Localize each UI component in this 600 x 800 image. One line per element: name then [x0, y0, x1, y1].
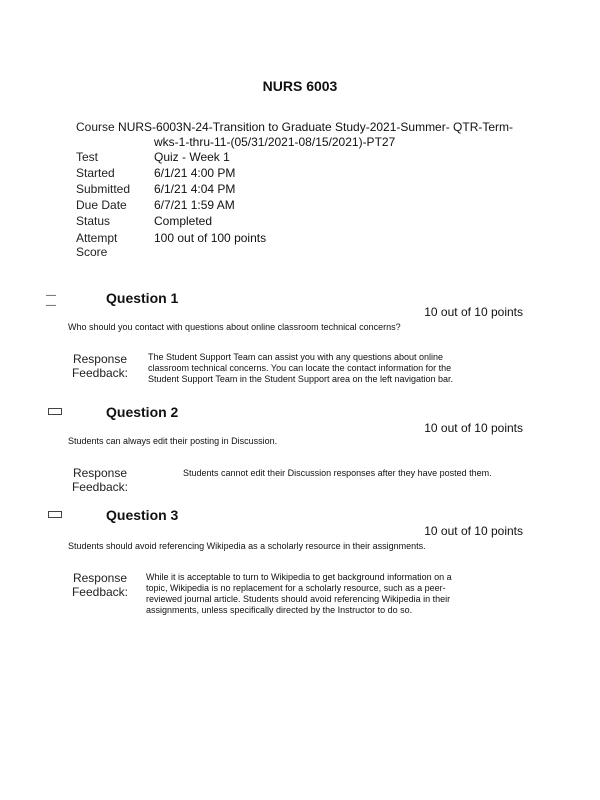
question-2-checkbox-icon: [48, 408, 62, 415]
question-2-title: Question 2: [106, 404, 179, 420]
due-date-label: Due Date: [76, 198, 127, 212]
submitted-label: Submitted: [76, 182, 131, 196]
question-1-feedback-label: [70, 352, 130, 380]
question-2-feedback-label: [70, 466, 130, 494]
status-value: Completed: [154, 214, 213, 228]
course-row: [76, 120, 536, 135]
question-3-feedback-label: [70, 571, 130, 599]
test-value: Quiz - Week 1: [154, 150, 230, 164]
feedback-line: Students cannot edit their Discussion responses after they have posted them.: [183, 468, 492, 478]
due-date-value: 6/7/21 1:59 AM: [154, 198, 235, 212]
status-label: Status: [76, 214, 111, 228]
question-3-points: 10 out of 10 points: [424, 524, 523, 538]
question-2-points: 10 out of 10 points: [424, 421, 523, 435]
question-2-text: Students can always edit their posting in Discussion.: [68, 436, 278, 446]
question-1-feedback: [148, 352, 453, 385]
feedback-line: reviewed journal article. Students should avoid referencing Wikipedia in their: [146, 594, 451, 604]
response-label: Response: [72, 466, 128, 480]
feedback-label: Feedback:: [71, 366, 129, 380]
feedback-label: Feedback:: [71, 585, 129, 599]
test-label: Test: [76, 150, 99, 164]
feedback-label: Feedback:: [71, 480, 129, 494]
feedback-line: Student Support Team in the Student Support area on the left navigation bar.: [148, 374, 454, 384]
course-value-line2: wks-1-thru-11-(05/31/2021-08/15/2021)-PT27: [154, 135, 396, 149]
question-3-feedback: [146, 572, 452, 616]
question-2-feedback: [183, 468, 492, 479]
feedback-line: classroom technical concerns. You can locate the contact information for the: [148, 363, 452, 373]
question-1-points: 10 out of 10 points: [424, 305, 523, 319]
question-3-checkbox-icon: [48, 511, 62, 518]
feedback-line: The Student Support Team can assist you with any questions about online: [148, 352, 444, 362]
started-value: 6/1/21 4:00 PM: [154, 166, 236, 180]
attempt-score-label-line1: Attempt: [76, 231, 118, 245]
question-1-checkbox-icon: — —: [46, 290, 56, 311]
started-label: Started: [76, 166, 115, 180]
feedback-line: topic, Wikipedia is no replacement for a scholarly resource, such as a peer-: [146, 583, 446, 593]
question-3-text: Students should avoid referencing Wikipedia as a scholarly resource in their assignments.: [68, 541, 426, 551]
question-1-text: Who should you contact with questions about online classroom technical concerns?: [68, 322, 401, 332]
response-label: Response: [72, 571, 128, 585]
feedback-line: assignments, unless specifically directed by the Instructor to do so.: [146, 605, 413, 615]
attempt-score-label-line2: Score: [76, 245, 108, 259]
feedback-line: While it is acceptable to turn to Wikipedia to get background information on a: [146, 572, 452, 582]
attempt-score-value: 100 out of 100 points: [154, 231, 267, 245]
course-label: Course: [76, 120, 115, 134]
course-value-line1: NURS-6003N-24-Transition to Graduate Study-2021-Summer- QTR-Term-: [118, 120, 514, 134]
response-label: Response: [72, 352, 128, 366]
submitted-value: 6/1/21 4:04 PM: [154, 182, 236, 196]
page-title: NURS 6003: [262, 78, 338, 94]
question-1-title: Question 1: [106, 290, 179, 306]
question-3-title: Question 3: [106, 507, 179, 523]
